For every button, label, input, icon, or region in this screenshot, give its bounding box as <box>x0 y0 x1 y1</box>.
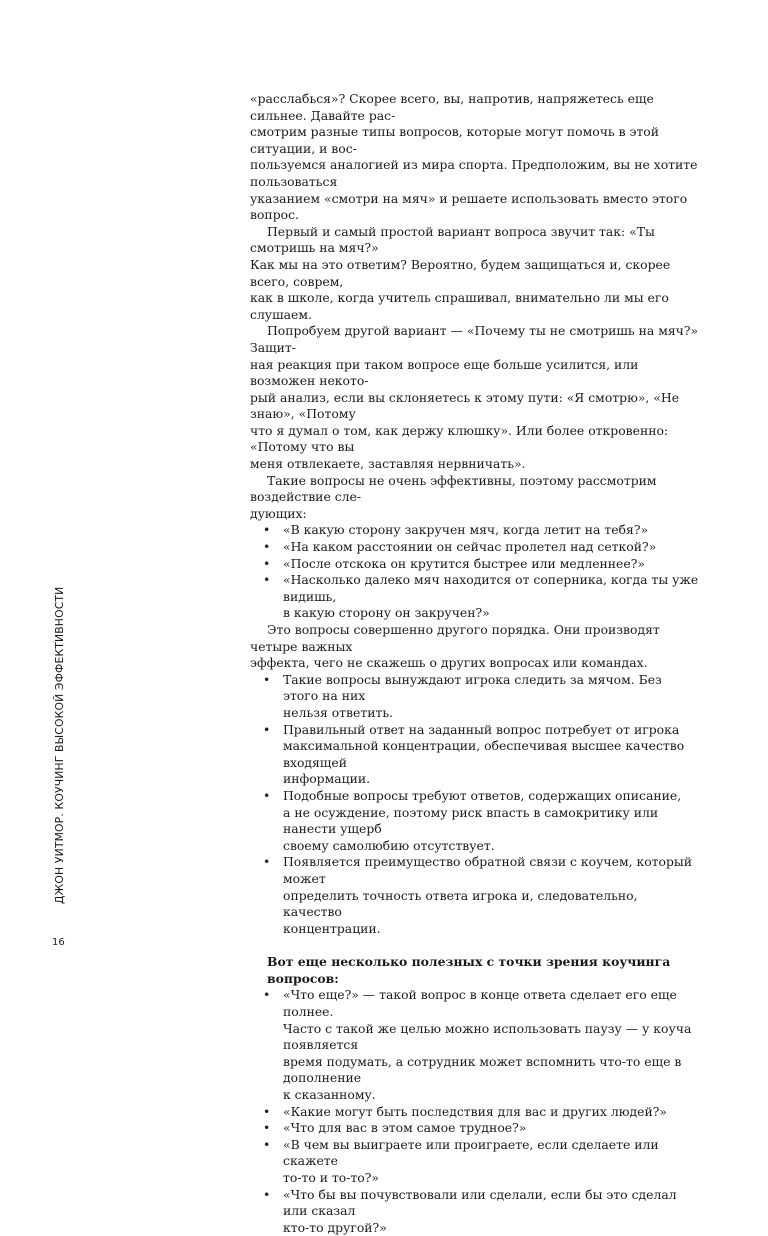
paragraph-2: Первый и самый простой вариант вопроса звучит так: «Ты смотришь на мяч?» Как мы на это ответим? Вероятно, будем защищаться и, скорее всего, соврем, как в школе, когда учитель спрашивал, внимательно ли мы его слушаем. <box>250 223 671 322</box>
list-item: • Такие вопросы вынуждают игрока следить за мячом. Без этого на них нельзя ответить. <box>250 672 700 722</box>
list-item: • «После отскока он крутится быстрее или медленнее?» <box>250 556 700 573</box>
question-list <box>250 522 700 622</box>
paragraph-3: Попробуем другой вариант — «Почему ты не смотришь на мяч?» Защит- ная реакция при таком вопросе еще больше усилится, или возможен некото- рый анализ, если вы склоняетесь к этому пути: «Я смотрю», «Не знаю», «Потому что я думал о том, как держу клюшку». Или более откровенно: «Потому что вы меня отвлекаете, заставляя нервничать». <box>250 323 699 472</box>
list-item: • «Что еще?» — такой вопрос в конце ответа сделает его еще полнее. Часто с такой же целью можно использовать паузу — у коуча появляется время подумать, а сотрудник может вспомнить что-то еще в дополнение к сказанному. <box>250 987 700 1103</box>
page-number: 16 <box>52 937 65 948</box>
list-item: • Появляется преимущество обратной связи с коучем, который может определить точность ответа игрока и, следовательно, качество концентрации. <box>250 854 700 937</box>
list-item: • «В какую сторону закручен мяч, когда летит на тебя?» <box>250 522 700 539</box>
section-heading: Вот еще несколько полезных с точки зрения коучинга вопросов: <box>267 954 671 986</box>
running-title: ДЖОН УИТМОР. КОУЧИНГ ВЫСОКОЙ ЭФФЕКТИВНОСТИ <box>53 586 66 904</box>
list-item: • «На каком расстоянии он сейчас пролетел над сеткой?» <box>250 539 700 556</box>
list-item: • «Насколько далеко мяч находится от соперника, когда ты уже видишь, в какую сторону он закручен?» <box>250 572 700 622</box>
paragraph-1: «расслабься»? Скорее всего, вы, напротив, напряжетесь еще сильнее. Давайте рас- смотрим разные типы вопросов, которые могут помочь в этой ситуации, и вос- пользуемся аналогией из мира спорта. Предположим, вы не хотите пользоваться указанием «смотри на мяч» и решаете использовать вместо этого вопрос. <box>250 91 698 223</box>
effects-list <box>250 672 700 938</box>
paragraph-5: Это вопросы совершенно другого порядка. Они производят четыре важных эффекта, чего не скажешь о других вопросах или командах. <box>250 622 660 671</box>
coaching-questions-list <box>250 987 700 1236</box>
list-item: • Правильный ответ на заданный вопрос потребует от игрока максимальной концентрации, обеспечивая высшее качество входящей информации. <box>250 722 700 788</box>
list-item: • «Какие могут быть последствия для вас и других людей?» <box>250 1104 700 1121</box>
paragraph-4: Такие вопросы не очень эффективны, поэтому рассмотрим воздействие сле- дующих: <box>250 472 657 521</box>
list-item: • «В чем вы выиграете или проиграете, если сделаете или скажете то-то и то-то?» <box>250 1137 700 1187</box>
list-item: • «Что бы вы почувствовали или сделали, если бы это сделал или сказал кто-то другой?» <box>250 1187 700 1236</box>
body-text <box>250 91 700 1236</box>
list-item: • «Что для вас в этом самое трудное?» <box>250 1120 700 1137</box>
list-item: • Подобные вопросы требуют ответов, содержащих описание, а не осуждение, поэтому риск впасть в самокритику или нанести ущерб своему самолюбию отсутствует. <box>250 788 700 854</box>
